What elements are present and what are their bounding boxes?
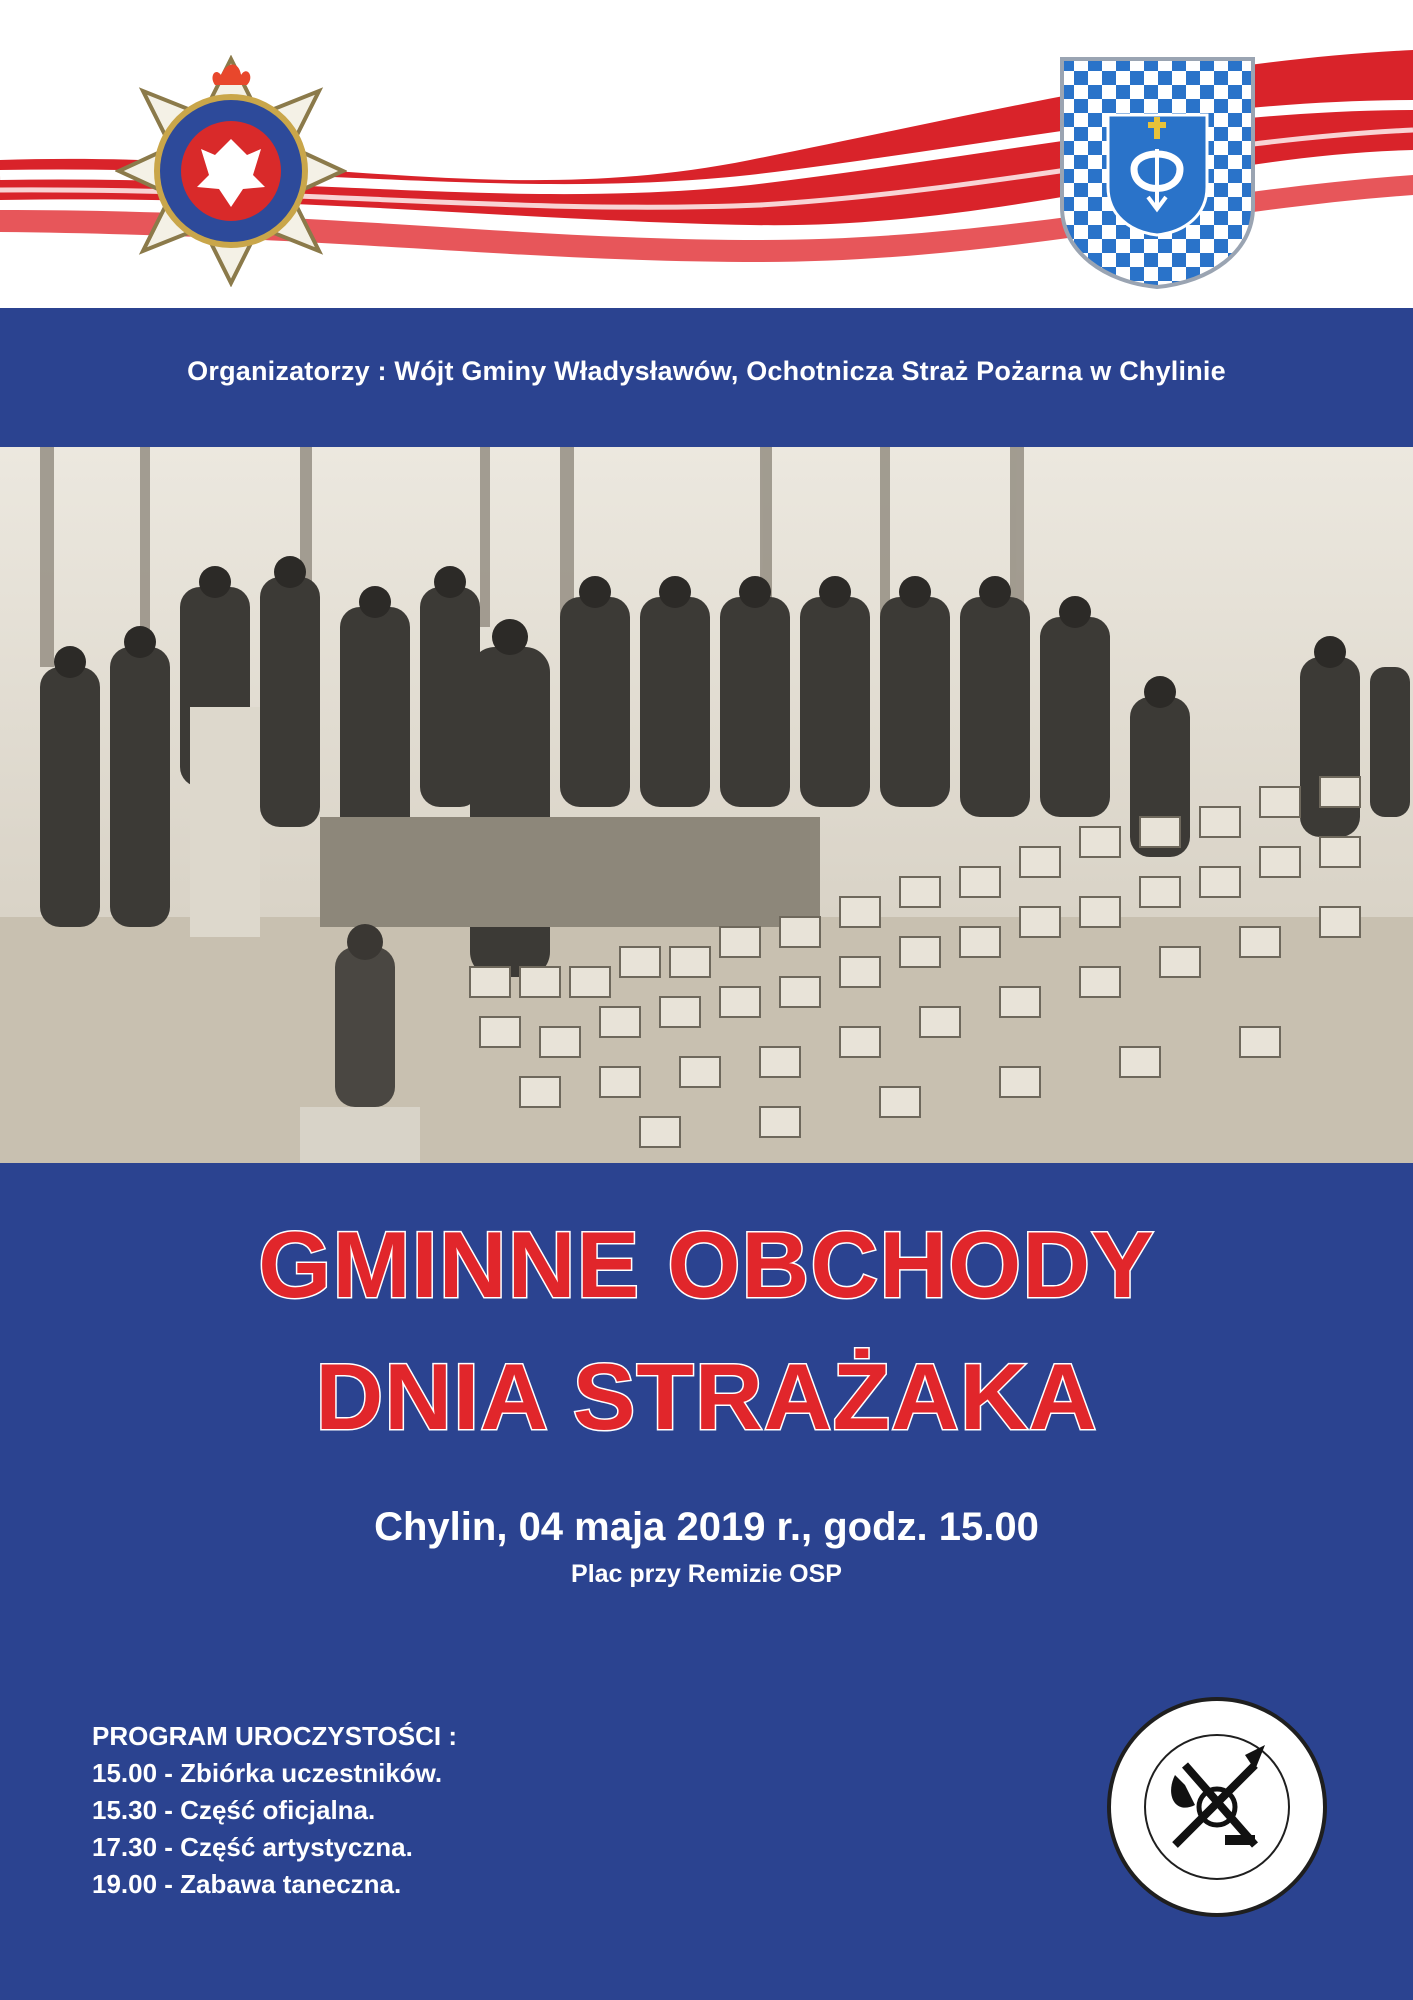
program-item: 17.30 - Część artystyczna. xyxy=(92,1832,413,1862)
event-date-line: Chylin, 04 maja 2019 r., godz. 15.00 xyxy=(374,1505,1039,1549)
program-item: 19.00 - Zabawa taneczna. xyxy=(92,1869,402,1899)
program-heading: PROGRAM UROCZYSTOŚCI : xyxy=(92,1721,457,1751)
osp-chylin-seal xyxy=(1105,1695,1329,1919)
gmina-coat-of-arms xyxy=(1060,57,1255,289)
zosp-emblem-logo xyxy=(115,55,347,287)
header xyxy=(0,0,1413,308)
title-line-2: DNIA STRAŻAKA xyxy=(315,1344,1098,1449)
title-line-1: GMINNE OBCHODY xyxy=(258,1212,1155,1317)
program-section xyxy=(92,1718,457,1903)
program-item: 15.00 - Zbiórka uczestników. xyxy=(92,1758,443,1788)
historical-group-photo xyxy=(0,447,1413,1163)
event-place-line: Plac przy Remizie OSP xyxy=(571,1560,842,1588)
organizers-line: Organizatorzy : Wójt Gminy Władysławów, Ochotnicza Straż Pożarna w Chylinie xyxy=(187,356,1226,386)
program-item: 15.30 - Część oficjalna. xyxy=(92,1795,376,1825)
